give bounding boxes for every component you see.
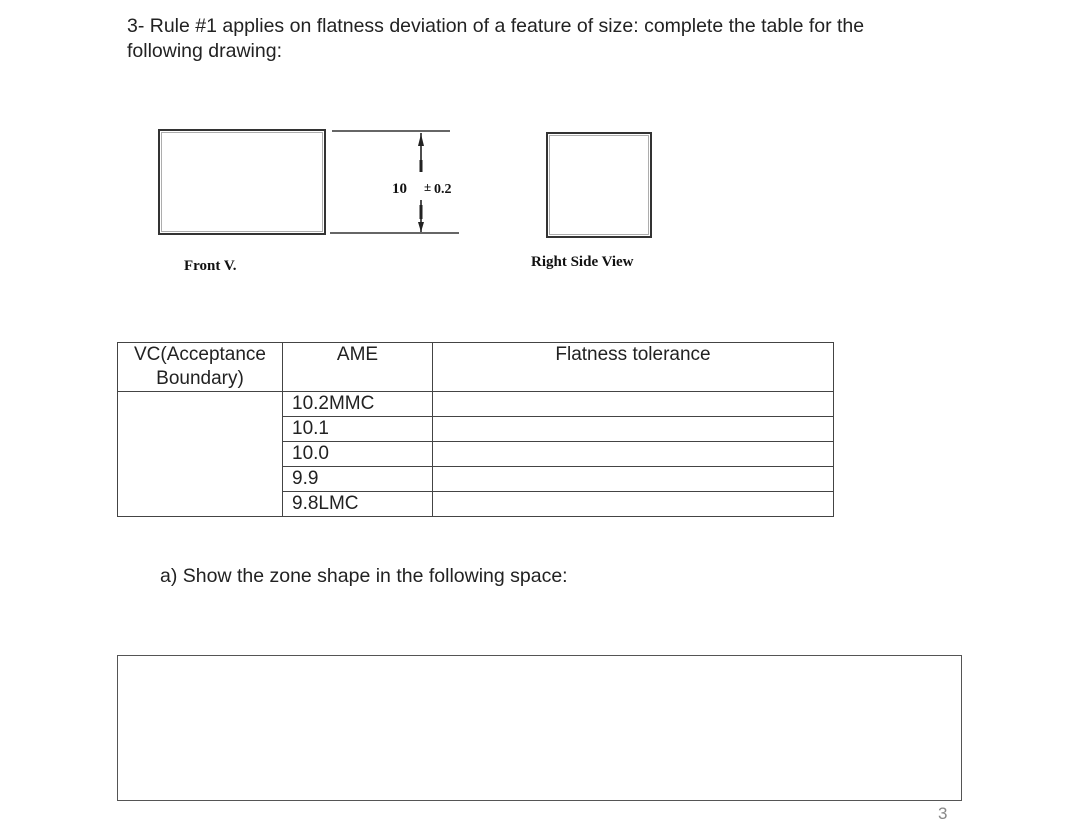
page-number: 3: [938, 804, 948, 823]
header-vc: [118, 343, 283, 392]
side-view-rect: [547, 133, 651, 237]
zone-shape-answer-box[interactable]: [117, 655, 962, 801]
header-vc-line-2: Boundary): [156, 368, 244, 389]
question-line-1: 3- Rule #1 applies on flatness deviation of a feature of size: complete the table for the: [127, 15, 865, 37]
flatness-cell[interactable]: [433, 417, 834, 442]
vc-answer-cell[interactable]: [118, 392, 283, 517]
ame-cell: 9.9: [283, 467, 433, 492]
dimension-value: 10: [392, 181, 407, 197]
front-view-label: Front V.: [184, 258, 237, 274]
table-row: [118, 392, 834, 417]
tolerance-table: [117, 342, 834, 517]
table-header-row: [118, 343, 834, 392]
question-line-2: following drawing:: [127, 40, 283, 62]
side-view-label: Right Side View: [531, 254, 634, 270]
flatness-cell[interactable]: [433, 442, 834, 467]
part-a-prompt: a) Show the zone shape in the following space:: [160, 565, 568, 587]
dimension-arrow-up: [418, 134, 424, 146]
header-flatness: Flatness tolerance: [433, 343, 834, 392]
tolerance-value: 0.2: [434, 182, 452, 197]
ame-cell: 10.0: [283, 442, 433, 467]
header-ame: AME: [283, 343, 433, 392]
dimension-arrow-down: [418, 222, 424, 232]
flatness-cell[interactable]: [433, 492, 834, 517]
flatness-cell[interactable]: [433, 467, 834, 492]
front-view-rect: [159, 130, 325, 234]
tolerance-sign: ±: [424, 179, 432, 194]
ame-cell: 9.8LMC: [283, 492, 433, 517]
header-vc-line-1: VC(Acceptance: [133, 344, 266, 365]
flatness-cell[interactable]: [433, 392, 834, 417]
ame-cell: 10.2MMC: [283, 392, 433, 417]
ame-cell: 10.1: [283, 417, 433, 442]
technical-drawing: [0, 0, 1080, 300]
